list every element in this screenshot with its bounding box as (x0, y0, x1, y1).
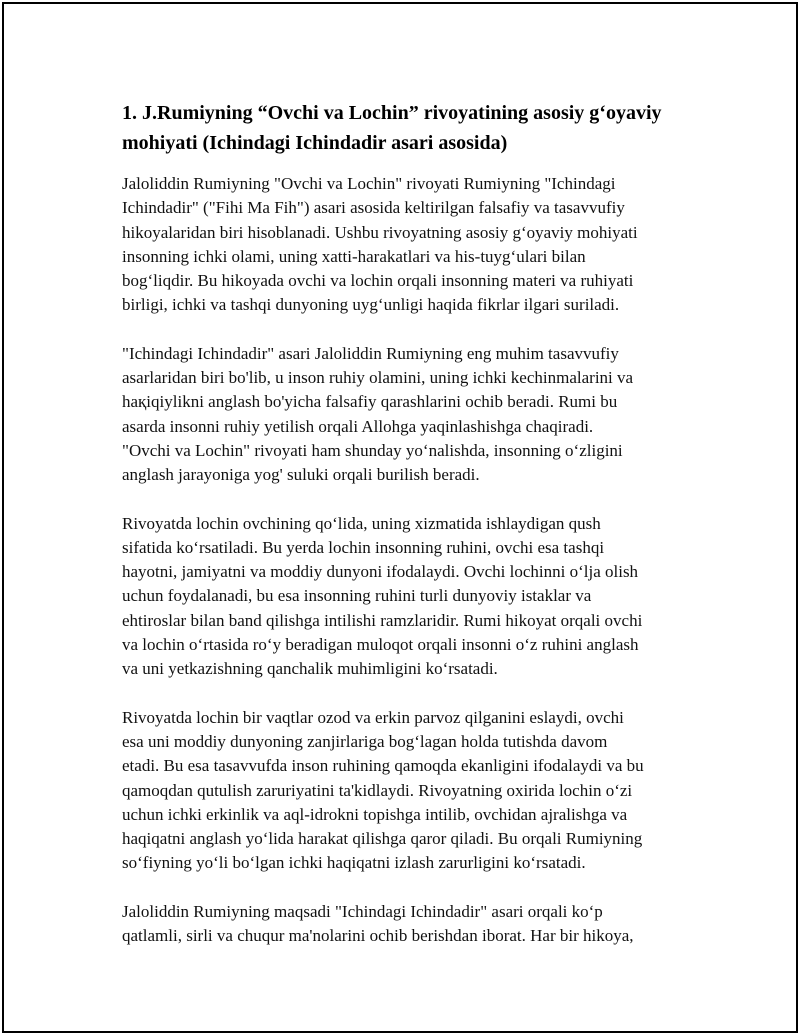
text-line: hayotni, jamiyatni va moddiy dunyoni ifodalaydi. Ovchi lochinni o‘lja olish (122, 562, 639, 582)
page-frame (2, 2, 798, 1033)
text-line: haqiqatni anglash yo‘lida harakat qilishga qaror qiladi. Bu orqali Rumiyning (122, 829, 643, 849)
text-line: bog‘liqdir. Bu hikoyada ovchi va lochin orqali insonning materi va ruhiyati (122, 271, 634, 291)
text-line: uchun ichki erkinlik va aql-idrokni topishga intilib, ovchidan ajralishga va (122, 804, 628, 824)
text-line: va lochin o‘rtasida ro‘y beradigan muloqot orqali insonni o‘z ruhini anglash (122, 635, 639, 655)
text-line: Jaloliddin Rumiyning "Ovchi va Lochin" rivoyati Rumiyning "Ichindagi (122, 174, 616, 193)
paragraph-5 (122, 900, 692, 949)
text-line: anglash jarayoniga yog' suluki orqali burilish beradi. (122, 465, 480, 485)
text-line: insonning ichki olami, uning xatti-harakatlari va his-tuyg‘ulari bilan (122, 246, 586, 266)
text-line: etadi. Bu esa tasavvufda inson ruhining qamoqda ekanligini ifodalaydi va bu (122, 756, 644, 776)
text-line: birligi, ichki va tashqi dunyoning uyg‘unligi haqida fikrlar ilgari suriladi. (122, 295, 620, 315)
paragraph-3 (122, 512, 692, 682)
heading-line: 1. J.Rumiyning “Ovchi va Lochin” rivoyatining asosiy g‘oyaviy (122, 102, 662, 124)
text-line: uchun foydalanadi, bu esa insonning ruhini turli dunyoviy istaklar va (122, 586, 592, 606)
paragraph-4 (122, 706, 692, 876)
section-heading (122, 98, 692, 158)
document-body (122, 98, 692, 972)
text-line: so‘fiyning yo‘li bo‘lgan ichki haqiqatni izlash zarurligini ko‘rsatadi. (122, 853, 586, 873)
text-line: "Ovchi va Lochin" rivoyati ham shunday yo‘nalishda, insonning o‘zligini (122, 440, 623, 460)
text-line: Rivoyatda lochin ovchining qo‘lida, uning xizmatida ishlaydigan qush (122, 513, 601, 533)
text-line: sifatida ko‘rsatiladi. Bu yerda lochin insonning ruhini, ovchi esa tashqi (122, 537, 605, 557)
text-line: va uni yetkazishning qanchalik muhimligini ko‘rsatadi. (122, 659, 498, 679)
text-line: Jaloliddin Rumiyning maqsadi "Ichindagi Ichindadir" asari orqali ko‘p (122, 901, 603, 921)
text-line: haқiqiylikni anglash bo'yicha falsafiy qarashlarini ochib beradi. Rumi bu (122, 392, 618, 412)
text-line: qatlamli, sirli va chuqur ma'nolarini ochib berishdan iborat. Har bir hikoya, (122, 926, 634, 946)
text-line: qamoqdan qutulish zaruriyatini ta'kidlaydi. Rivoyatning oxirida lochin o‘zi (122, 780, 633, 800)
text-line: Rivoyatda lochin bir vaqtlar ozod va erkin parvoz qilganini eslaydi, ovchi (122, 707, 624, 727)
text-line: asarlaridan biri bo'lib, u inson ruhiy olamini, uning ichki kechinmalarini va (122, 368, 634, 388)
text-line: Ichindadir" ("Fihi Ma Fih") asari asosida keltirilgan falsafiy va tasavvufiy (122, 198, 625, 218)
text-line: ehtiroslar bilan band qilishga intilishi ramzlaridir. Rumi hikoyat orqali ovchi (122, 610, 643, 630)
text-line: "Ichindagi Ichindadir" asari Jaloliddin Rumiyning eng muhim tasavvufiy (122, 343, 619, 363)
text-line: hikoyalaridan biri hisoblanadi. Ushbu rivoyatning asosiy g‘oyaviy mohiyati (122, 222, 638, 242)
text-line: asarda insonni ruhiy yetilish orqali Allohga yaqinlashishga chaqiradi. (122, 416, 594, 436)
paragraph-1 (122, 172, 692, 318)
paragraph-2 (122, 342, 692, 488)
heading-line: mohiyati (Ichindagi Ichindadir asari asosida) (122, 132, 508, 154)
text-line: esa uni moddiy dunyoning zanjirlariga bog‘lagan holda tutishda davom (122, 731, 608, 751)
